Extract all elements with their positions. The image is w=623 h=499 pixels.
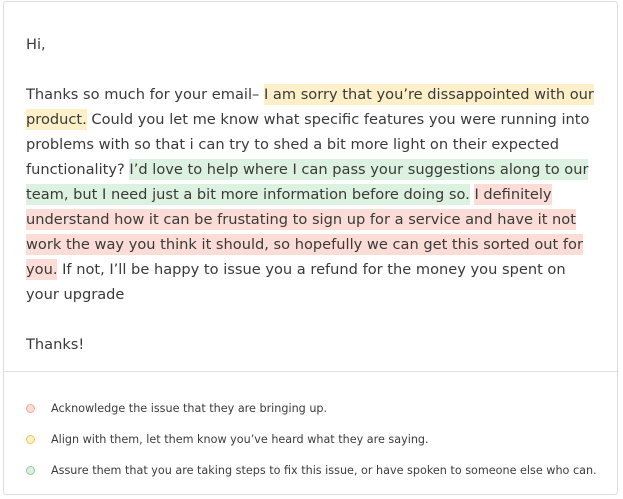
email-text-plain: Could you let me know what specific features you were running into problems with so that i can try to shed a bit more light on their expected functionality? <box>26 111 590 178</box>
highlight-assure: I’d love to help where I can pass your suggestions along to our team, but I need just a bit more information before doing so. <box>26 161 589 203</box>
legend-item-acknowledge <box>26 393 606 424</box>
legend-label: Acknowledge the issue that they are bringing up. <box>51 402 328 415</box>
email-text-plain: Thanks so much for your email– <box>26 86 264 103</box>
paragraph-spacer <box>26 57 598 82</box>
legend-item-assure <box>26 455 606 486</box>
highlight-acknowledge: I definitely understand how it can be frustating to sign up for a service and have it not work the way you think it should, so hopefully we can get this sorted out for you. <box>26 186 583 278</box>
email-body <box>26 32 598 357</box>
legend-dot-yellow-icon <box>26 435 35 444</box>
legend-divider <box>4 371 617 372</box>
legend-label: Assure them that you are taking steps to fix this issue, or have spoken to someone else who can. <box>51 464 597 477</box>
email-paragraph <box>26 82 598 307</box>
legend-item-align <box>26 424 606 455</box>
legend <box>26 393 606 486</box>
paragraph-spacer <box>26 307 598 332</box>
highlight-align: I am sorry that you’re dissappointed with our product. <box>26 86 594 128</box>
email-card <box>3 1 618 495</box>
legend-label: Align with them, let them know you’ve heard what they are saying. <box>51 433 429 446</box>
email-text-plain: If not, I’ll be happy to issue you a refund for the money you spent on your upgrade <box>26 261 566 303</box>
email-signoff: Thanks! <box>26 336 85 353</box>
email-greeting: Hi, <box>26 36 46 53</box>
legend-dot-green-icon <box>26 466 35 475</box>
legend-dot-red-icon <box>26 404 35 413</box>
